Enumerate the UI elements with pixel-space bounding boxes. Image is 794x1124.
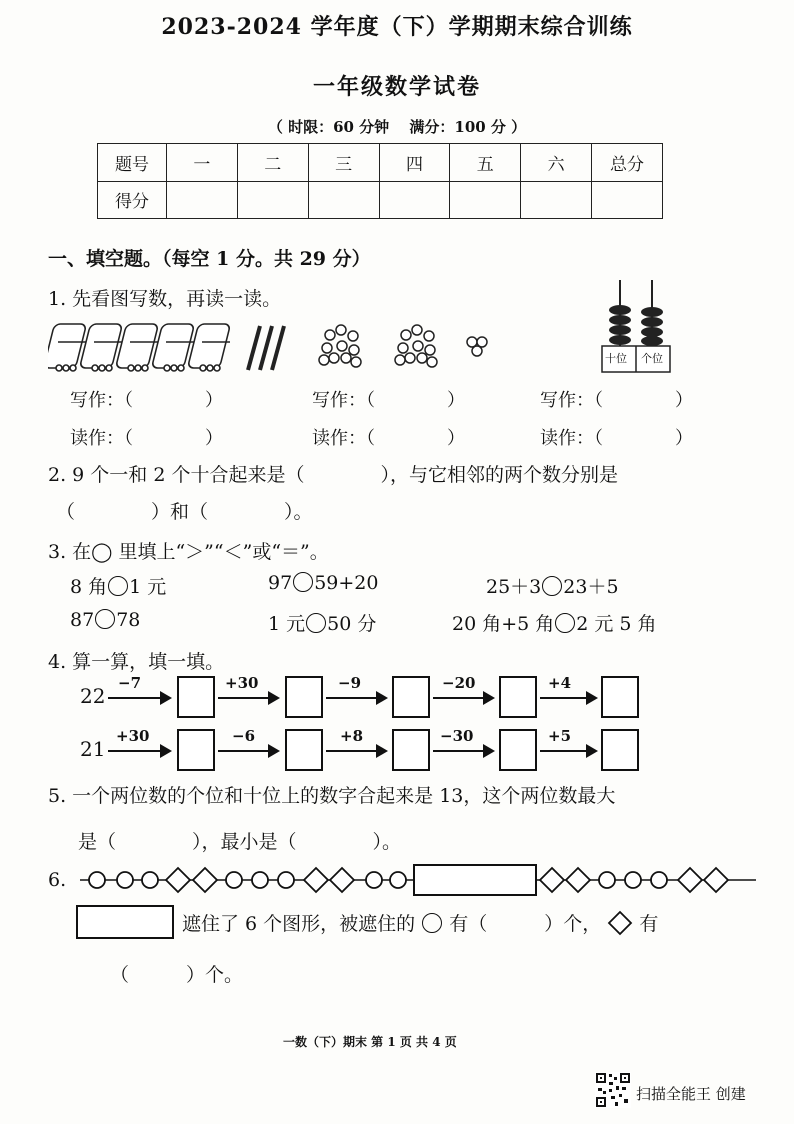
chain-arrow	[108, 697, 170, 699]
chain-answer-box[interactable]	[392, 729, 430, 771]
q3-compare-item	[452, 609, 657, 636]
q1-write-blank-3[interactable]: 写作：（ ）	[540, 390, 693, 411]
chain-answer-box[interactable]	[177, 676, 215, 718]
q6-text-c: 有	[639, 913, 659, 935]
stick-bundles-image	[48, 318, 288, 376]
chain-op-label: +8	[340, 727, 364, 745]
compare-circle-blank[interactable]	[306, 613, 326, 633]
chain-answer-box[interactable]	[177, 729, 215, 771]
q6-text-b[interactable]: 有（ ）个，	[449, 913, 602, 935]
abacus-tens-label: 十位	[605, 352, 627, 365]
q3-compare-item	[486, 572, 619, 599]
score-blank[interactable]	[450, 181, 521, 219]
chain-answer-box[interactable]	[601, 729, 639, 771]
compare-right: 1 元	[129, 576, 167, 598]
chain-answer-box[interactable]	[392, 676, 430, 718]
q4-prompt: 4. 算一算，填一填。	[48, 651, 225, 673]
q1-read-blank-3[interactable]: 读作：（ ）	[540, 428, 693, 449]
chain-op-label: +30	[116, 727, 150, 745]
q3-compare-item	[70, 609, 140, 631]
q3-prompt: 3. 在◯ 里填上“＞”“＜”或“＝”。	[48, 541, 329, 563]
chain-arrow	[218, 750, 278, 752]
qr-code-icon	[595, 1072, 631, 1108]
score-table-cell: 三	[308, 144, 379, 182]
chain-arrow	[540, 697, 596, 699]
compare-left: 25＋3	[486, 576, 542, 598]
exam-subtitle: 一年级数学试卷	[312, 74, 481, 100]
compare-right: 2 元 5 角	[576, 613, 657, 635]
q6-line2[interactable]: （ ）个。	[110, 964, 244, 986]
chain-op-label: −7	[118, 674, 142, 692]
compare-left: 1 元	[268, 613, 306, 635]
q3-compare-item	[268, 572, 378, 594]
score-table-cell: 二	[237, 144, 308, 182]
chain-arrow	[326, 697, 386, 699]
chain-op-label: −20	[442, 674, 476, 692]
chain-op-label: +5	[548, 727, 572, 745]
compare-left: 20 角+5 角	[452, 613, 555, 635]
chain-answer-box[interactable]	[601, 676, 639, 718]
chain1-start: 22	[80, 684, 106, 708]
q6-number: 6.	[48, 869, 67, 891]
chain-op-label: −30	[440, 727, 474, 745]
q1-write-blank-1[interactable]: 写作：（ ）	[70, 390, 223, 411]
q5-line2[interactable]: 是（ ），最小是（ ）。	[78, 831, 402, 853]
circle-shape-icon	[422, 913, 442, 933]
score-table-cell: 一	[166, 144, 237, 182]
page-footer: 一数（下）期末 第 1 页 共 4 页	[283, 1035, 457, 1049]
q2-line2[interactable]: （ ）和（ ）。	[56, 501, 313, 523]
score-table-cell: 六	[521, 144, 592, 182]
compare-circle-blank[interactable]	[95, 609, 115, 629]
chain-arrow	[433, 697, 493, 699]
score-blank[interactable]	[592, 181, 663, 219]
compare-right: 50 分	[327, 613, 377, 635]
shape-pattern-strip	[80, 862, 756, 898]
score-table-cell: 总分	[592, 144, 663, 182]
compare-left: 8 角	[70, 576, 108, 598]
q1-read-blank-1[interactable]: 读作：（ ）	[70, 428, 223, 449]
cover-rectangle	[76, 905, 174, 939]
chain-arrow	[326, 750, 386, 752]
chain-op-label: +30	[225, 674, 259, 692]
chain-arrow	[433, 750, 493, 752]
chain-arrow	[108, 750, 170, 752]
abacus-ones-label: 个位	[641, 352, 663, 365]
scanner-watermark: 扫描全能王 创建	[636, 1085, 746, 1103]
bead-rings-image	[310, 322, 500, 372]
chain-answer-box[interactable]	[285, 729, 323, 771]
chain-answer-box[interactable]	[285, 676, 323, 718]
q3-compare-item	[70, 572, 166, 599]
score-table-cell: 题号	[98, 144, 167, 182]
score-table-cell: 得分	[98, 181, 167, 219]
compare-circle-blank[interactable]	[293, 572, 313, 592]
chain-op-label: −6	[232, 727, 256, 745]
chain-answer-box[interactable]	[499, 676, 537, 718]
q2-line1[interactable]: 2. 9 个一和 2 个十合起来是（ ），与它相邻的两个数分别是	[48, 464, 618, 486]
diamond-shape-icon	[607, 910, 633, 936]
compare-left: 97	[268, 572, 293, 594]
q1-read-blank-2[interactable]: 读作：（ ）	[312, 428, 465, 449]
score-table-cell: 四	[379, 144, 450, 182]
score-table-score-row	[98, 181, 663, 219]
q1-prompt: 1. 先看图写数，再读一读。	[48, 288, 282, 310]
q3-compare-item	[268, 609, 376, 636]
compare-circle-blank[interactable]	[542, 576, 562, 596]
score-table-cell: 五	[450, 144, 521, 182]
chain-arrow	[218, 697, 278, 699]
score-blank[interactable]	[166, 181, 237, 219]
score-blank[interactable]	[237, 181, 308, 219]
score-blank[interactable]	[308, 181, 379, 219]
score-blank[interactable]	[521, 181, 592, 219]
q6-text-a: 遮住了 6 个图形，被遮住的	[182, 913, 416, 935]
section1-heading: 一、填空题。（每空 1 分。共 29 分）	[48, 248, 371, 270]
score-table-header-row	[98, 144, 663, 182]
score-table	[97, 143, 663, 219]
exam-title: 2023-2024 学年度（下）学期期末综合训练	[161, 14, 633, 40]
score-blank[interactable]	[379, 181, 450, 219]
q1-write-blank-2[interactable]: 写作：（ ）	[312, 390, 465, 411]
compare-circle-blank[interactable]	[555, 613, 575, 633]
chain2-start: 21	[80, 737, 106, 761]
chain-arrow	[540, 750, 596, 752]
exam-meta: （ 时限：60 分钟 满分：100 分 ）	[267, 118, 527, 136]
compare-right: 59+20	[314, 572, 379, 594]
compare-right: 23＋5	[563, 576, 619, 598]
compare-right: 78	[116, 609, 141, 631]
chain-op-label: −9	[338, 674, 362, 692]
q5-line1: 5. 一个两位数的个位和十位上的数字合起来是 13，这个两位数最大	[48, 785, 616, 807]
compare-left: 87	[70, 609, 95, 631]
chain-op-label: +4	[548, 674, 572, 692]
compare-circle-blank[interactable]	[108, 576, 128, 596]
chain-answer-box[interactable]	[499, 729, 537, 771]
q6-line1	[182, 909, 658, 936]
